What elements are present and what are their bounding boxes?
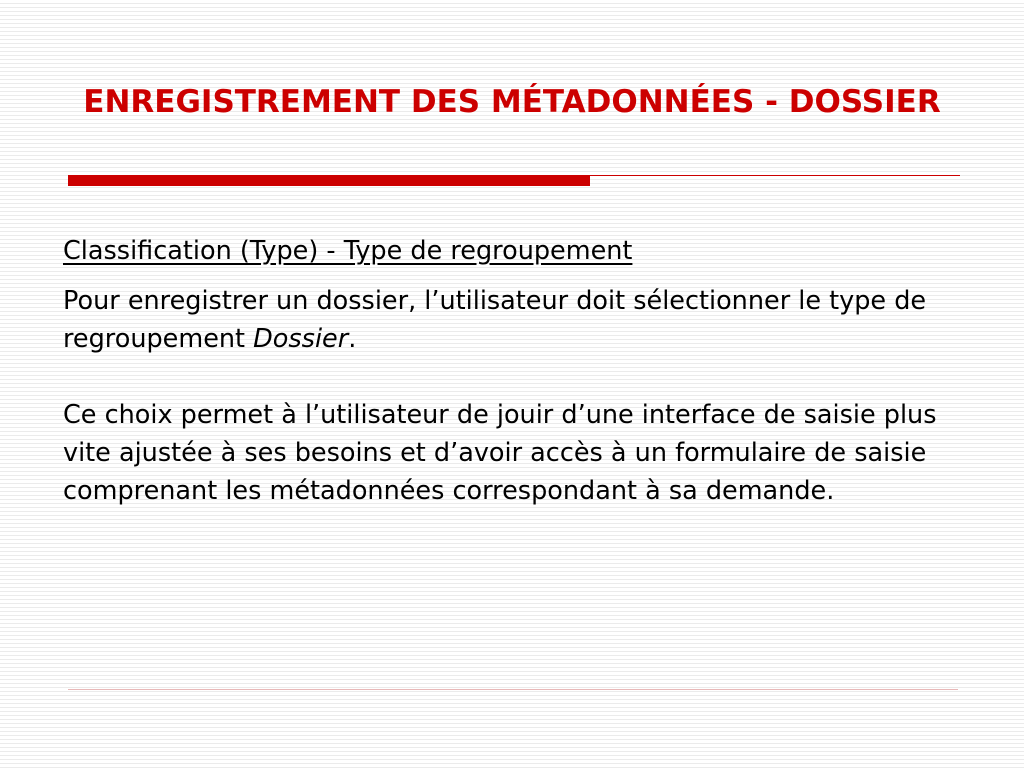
footer-divider [68, 689, 958, 690]
title-accent-rule [590, 175, 960, 176]
section-subheading: Classification (Type) - Type de regroupement [63, 236, 633, 266]
slide-title: ENREGISTREMENT DES MÉTADONNÉES - DOSSIER [83, 84, 941, 120]
body-paragraph-2: Ce choix permet à l’utilisateur de jouir d’une interface de saisie plus vite ajustée à ses besoins et d’avoir accès à un formulaire de saisie comprenant les métadonnées correspondant à sa demande. [63, 400, 937, 506]
title-accent-bar [68, 175, 590, 186]
paragraph-1-emphasis: Dossier [253, 324, 349, 354]
paragraph-1-text: Pour enregistrer un dossier, l’utilisateur doit sélectionner le type de regroupement [63, 286, 927, 354]
body-paragraph-1 [63, 282, 983, 358]
slide-content [63, 232, 983, 548]
paragraph-1-end: . [348, 324, 357, 354]
